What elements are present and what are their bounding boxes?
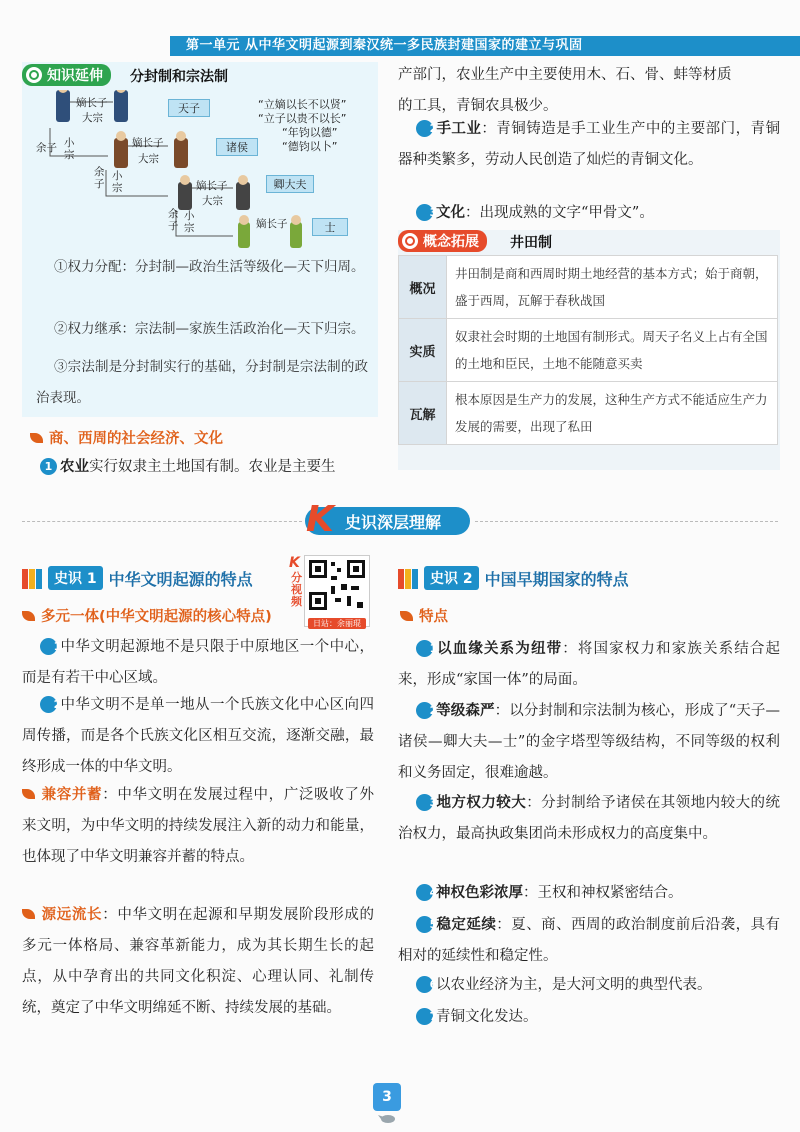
sec2-item-5-label: 稳定延续: [436, 917, 497, 933]
economy-item-1-text-b: 产部门，农业生产中主要使用木、石、骨、蚌等材质: [398, 67, 732, 83]
economy-heading: [30, 424, 380, 455]
quote-2: “立子以贵不以长”: [258, 112, 347, 125]
knowledge-note-2: ②权力继承：宗法制—家族生活政治化—天下归宗。: [54, 321, 365, 337]
num-badge: 3: [416, 204, 433, 221]
sec2-item-7: [398, 1002, 780, 1033]
k-logo: K: [306, 499, 334, 540]
knowledge-note-1: ①权力分配：分封制—政治生活等级化—天下归周。: [54, 259, 365, 275]
leaf-icon: [22, 909, 35, 919]
label-other-3: 余子: [168, 208, 179, 232]
sec2-item-4-text: ：王权和神权紧密结合。: [523, 885, 683, 901]
quote-1: “立嫡以长不以贤”: [258, 98, 347, 111]
knowledge-ext-tag: [22, 64, 111, 86]
table-row: [399, 319, 777, 382]
num-badge: 3: [416, 794, 433, 811]
label-eldest-2: 嫡长子: [132, 137, 164, 149]
sec2-item-3-text: ：分封制给予诸侯在其领地内较大的统治权力，最高执政集团尚未形成权力的高度集中。: [398, 795, 781, 842]
unit-header: 第一单元 从中华文明起源到秦汉统一多民族封建国家的建立与巩固: [170, 36, 800, 56]
minister-figure: [178, 182, 192, 210]
sec1-p4: [22, 900, 374, 1024]
economy-item-3-text: ：出现成熟的文字“甲骨文”。: [465, 205, 654, 221]
leaf-icon: [22, 611, 35, 621]
sec1-sub1: [22, 602, 382, 633]
num-badge: 1: [416, 640, 433, 657]
sec1-sub1-text: 多元一体(中华文明起源的核心特点): [41, 609, 272, 625]
rank-shi: 士: [312, 218, 348, 236]
label-major-2: 大宗: [138, 153, 159, 165]
sec2-item-1-text: ：将国家权力和家族关系结合起来，形成“家国一体”的局面。: [398, 641, 781, 688]
leaf-icon: [22, 789, 35, 799]
sec2-item-2-label: 等级森严: [436, 703, 495, 719]
sec2-item-7-text: 青铜文化发达。: [436, 1009, 538, 1025]
table-cell: 根本原因是生产力的发展，这种生产方式不能适应生产力发展的需要，出现了私田: [455, 392, 768, 434]
minister-heir-figure: [236, 182, 250, 210]
num-badge: 2: [416, 120, 433, 137]
economy-item-2-text: ：青铜铸造是手工业生产中的主要部门，青铜器种类繁多，劳动人民创造了灿烂的青铜文化。: [398, 121, 781, 168]
label-minor-2: 小宗: [112, 170, 123, 194]
knowledge-note-3: ③宗法制是分封制实行的基础，分封制是宗法制的政治表现。: [36, 359, 368, 406]
economy-item-2: [398, 114, 780, 176]
leaf-icon: [30, 433, 43, 443]
knowledge-ext-title: 分封制和宗法制: [130, 69, 228, 85]
divider-left: [22, 521, 302, 522]
qr-caption: 日站：余丽琨: [308, 618, 366, 629]
sec2-item-6: [398, 970, 780, 1001]
sec1-sub3-text: 源远流长: [41, 907, 103, 923]
divider-right: [475, 521, 778, 522]
label-other-2: 余子: [94, 166, 105, 190]
rank-qingdafu: 卿大夫: [266, 175, 314, 193]
economy-item-1-start: [40, 452, 385, 483]
leaf-icon: [400, 611, 413, 621]
economy-item-3: [398, 198, 780, 229]
label-eldest-3: 嫡长子: [196, 180, 228, 192]
table-row: [399, 382, 777, 444]
video-k-icon: K: [289, 555, 300, 571]
book-icon: [398, 567, 420, 589]
label-major-1: 大宗: [82, 112, 103, 124]
concept-table: [398, 255, 778, 445]
sec2-sub: [400, 602, 780, 633]
sec2-sub-text: 特点: [419, 609, 448, 625]
concept-tag-label: 概念拓展: [423, 234, 479, 250]
sec2-item-4: [398, 878, 780, 909]
sec2-item-1-label: 以血缘关系为纽带: [436, 641, 563, 657]
sec1-p2: [22, 690, 374, 783]
banner-text: 史识深层理解: [345, 512, 442, 532]
sec2-item-5: [398, 910, 780, 972]
sec1-title: 中华文明起源的特点: [108, 569, 253, 589]
table-head-cell: 概况: [399, 256, 447, 318]
page-number: 3: [373, 1083, 401, 1111]
sec2-item-3-label: 地方权力较大: [436, 795, 527, 811]
quote-3: “年钧以德”: [282, 126, 338, 139]
emperor-figure: [56, 90, 70, 122]
sec1-bar: [22, 564, 253, 592]
num-badge: 5: [416, 916, 433, 933]
table-head-cell: 瓦解: [399, 382, 447, 444]
noble-figure: [114, 138, 128, 168]
sec1-tag: 史识 1: [48, 566, 103, 590]
sec2-item-6-text: 以农业经济为主，是大河文明的典型代表。: [436, 977, 712, 993]
quote-4: “德钧以卜”: [282, 140, 338, 153]
label-eldest-1: 嫡长子: [76, 97, 108, 109]
sec1-p3-text: ：中华文明在发展过程中，广泛吸收了外来文明，为中华文明的持续发展注入新的动力和能量，也体现了中华文明兼容并蓄的特点。: [22, 787, 375, 865]
book-icon: [22, 567, 44, 589]
noble-heir-figure: [174, 138, 188, 168]
num-badge: 7: [416, 1008, 433, 1025]
table-head-cell: 实质: [399, 319, 447, 381]
table-row: [399, 256, 777, 319]
num-badge: 1: [40, 638, 57, 655]
sec2-bar: [398, 564, 629, 592]
label-major-3: 大宗: [202, 195, 223, 207]
sec2-item-2-text: ：以分封制和宗法制为核心，形成了“天子—诸侯—卿大夫—士”的金字塔型等级结构，不同等级的权利和义务固定，很难逾越。: [398, 703, 781, 781]
num-badge: 4: [416, 884, 433, 901]
economy-item-1-cont: [398, 60, 780, 122]
concept-tag: [398, 230, 487, 252]
table-cell: 井田制是商和西周时期土地经营的基本方式；始于商朝，盛于西周，瓦解于春秋战国: [455, 266, 768, 308]
sec2-item-2: [398, 696, 780, 789]
economy-item-1-label: 农业: [60, 459, 89, 475]
economy-item-3-label: 文化: [436, 205, 465, 221]
label-minor-1: 小宗: [64, 137, 75, 161]
sec1-p1: [22, 632, 374, 694]
concept-title: 井田制: [510, 235, 552, 251]
num-badge: 6: [416, 976, 433, 993]
economy-item-1-text-c: 的工具，青铜农具极少。: [398, 98, 558, 114]
target-icon: [402, 233, 418, 249]
scholar-heir-figure: [290, 222, 302, 248]
sec2-tag: 史识 2: [424, 566, 479, 590]
label-eldest-4: 嫡长子: [256, 218, 288, 230]
knowledge-ext-tag-label: 知识延伸: [47, 68, 103, 84]
bird-icon: [378, 1112, 398, 1124]
sec1-p1-text: 中华文明起源地不是只限于中原地区一个中心，而是有若干中心区域。: [22, 639, 374, 686]
label-other-1: 余子: [36, 142, 57, 154]
rank-zhuhou: 诸侯: [216, 138, 258, 156]
sec2-title: 中国早期国家的特点: [484, 569, 629, 589]
sec1-p2-text: 中华文明不是单一地从一个氏族文化中心区向四周传播，而是各个氏族文化区相互交流，逐渐交融，最终形成一体的中华文明。: [22, 697, 374, 775]
rank-tianzi: 天子: [168, 99, 210, 117]
sec2-item-5-text: ：夏、商、西周的政治制度前后沿袭，具有相对的延续性和稳定性。: [398, 917, 781, 964]
num-badge: 2: [40, 696, 57, 713]
sec1-sub2-text: 兼容并蓄: [41, 787, 103, 803]
sec2-item-3: [398, 788, 780, 850]
economy-item-1-text-a: 实行奴隶主土地国有制。农业是主要生: [89, 459, 336, 475]
label-minor-3: 小宗: [184, 210, 195, 234]
video-label: 分视频: [291, 571, 302, 608]
sec2-item-1: [398, 634, 780, 696]
num-badge: 2: [416, 702, 433, 719]
scholar-figure: [238, 222, 250, 248]
sec1-p4-text: ：中华文明在起源和早期发展阶段形成的多元一体格局、兼容革新能力，成为其长期生长的起点，从中孕育出的共同文化积淀、心理认同、礼制传统，奠定了中华文明绵延不断、持续发展的基础。: [22, 907, 375, 1016]
emperor-heir-figure: [114, 90, 128, 122]
sec1-p3: [22, 780, 374, 873]
target-icon: [26, 67, 42, 83]
economy-heading-text: 商、西周的社会经济、文化: [49, 431, 223, 447]
table-cell: 奴隶社会时期的土地国有制形式。周天子名义上占有全国的土地和臣民，土地不能随意买卖: [455, 329, 768, 371]
sec2-item-4-label: 神权色彩浓厚: [436, 885, 523, 901]
economy-item-2-label: 手工业: [436, 121, 482, 137]
num-badge: 1: [40, 458, 57, 475]
